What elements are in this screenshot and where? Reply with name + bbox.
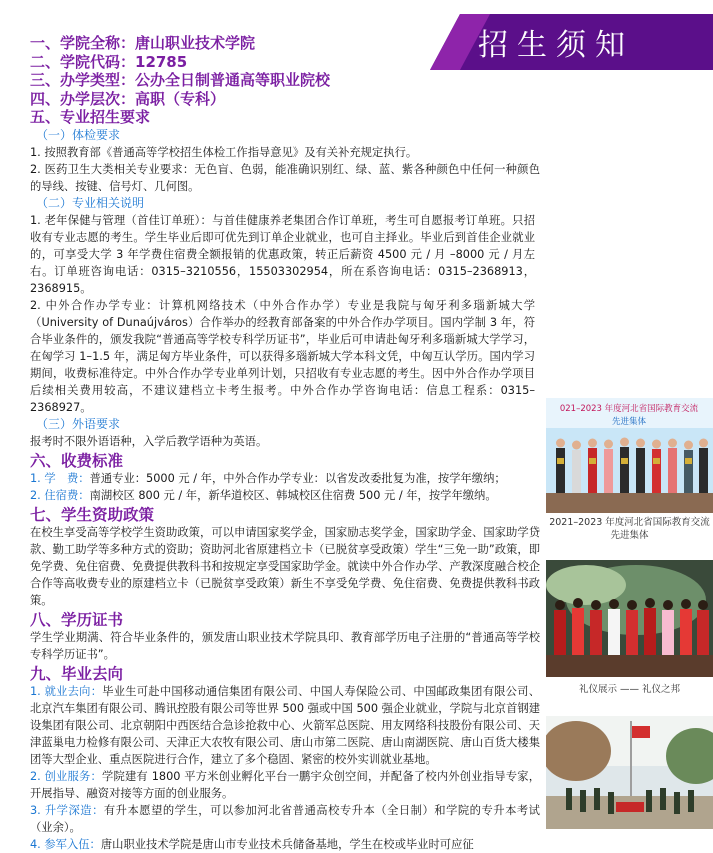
startup-text: 学院建有 1800 平方米创业孵化平台一鹏宇众创空间，并配备了校内外创业指导专家，开展指导、融资对接等方面的创业服务。 (30, 769, 541, 800)
main-content (30, 34, 540, 853)
diploma-paragraph: 学生学业期满、符合毕业条件的，颁发唐山职业技术学院具印、教育部学历电子注册的“普通高等学校专科学历证书”。 (30, 630, 540, 661)
tuition-text: 普通专业：5000 元 / 年，中外合作办学专业：以省发改委批复为准，按学年缴纳； (89, 471, 506, 485)
employment-label: 1. 就业去向： (30, 684, 103, 698)
exam-p1: 1. 按照教育部《普通高等学校招生体检工作指导意见》及有关补充规定执行。 (30, 145, 418, 159)
award-group-photo (546, 398, 713, 513)
military-text: 唐山职业技术学院是唐山市专业技术兵储备基地，学生在校或毕业时可应征 (100, 837, 474, 851)
section-9-title: 九、毕业去向 (30, 664, 124, 683)
photo-banner-line2: 先进集体 (611, 417, 647, 427)
flag-ceremony-photo (546, 716, 713, 829)
section-5-title: 五、专业招生要求 (30, 108, 151, 126)
section-6-title: 六、收费标准 (30, 451, 124, 470)
school-type: 三、办学类型：公办全日制普通高等职业院校 (30, 71, 331, 89)
aid-paragraph: 在校生享受高等学校学生资助政策，可以申请国家奖学金，国家励志奖学金，国家助学金、国家助学贷款、勤工助学等多种方式的资助；资助河北省原建档立卡（已脱贫享受政策）学生“三免一助”政策，即免学费、免住宿费、免费提供教科书和按规定享受国家助学金。就读中外合作办学、产教深度融合校企合作等高收费专业的原建档立卡（已脱贫享受政策）新生不享受免学费、免住宿费、免费提供教科书政策。 (30, 525, 540, 607)
sub-physical-exam: （一）体检要求 (36, 127, 121, 142)
etiquette-photo-caption: 礼仪展示 —— 礼仪之邦 (578, 684, 681, 695)
further-study-text: 有升本愿望的学生，可以参加河北省普通高校专升本（全日制）和学院的专升本考试（业余）。 (30, 803, 540, 834)
sub-language: （三）外语要求 (36, 416, 121, 431)
award-photo-caption: 2021–2023 年度河北省国际教育交流先进集体 (549, 517, 710, 541)
tuition-label: 1. 学 费： (30, 471, 90, 485)
exam-p2: 2. 医药卫生大类相关专业要求：无色盲、色弱，能准确识别红、绿、蓝、紫各种颜色中任何一种颜色的导线、按键、信号灯、几何图。 (30, 162, 540, 193)
school-level: 四、办学层次：高职（专科） (30, 89, 226, 108)
etiquette-photo (546, 560, 713, 677)
photo-banner-line1: 021–2023 年度河北省国际教育交流 (559, 404, 699, 414)
sino-foreign-paragraph: 2. 中外合作办学专业：计算机网络技术（中外合作办学）专业是我院与匈牙利多瑙新城大学（University of Dunaújváros）合作举办的经教育部备案的中外合作办学项目。国内学制 3 年，符合毕业条件的，颁发我院“普通高等学校专科学历证书”，毕业后可申请赴匈牙利多瑙新城大学学习，在匈学习 1–1.5 年，满足匈方毕业条件，可以获得多瑙新城大学本科文凭，中匈互认学历。国内学习期间，收费标准待定。中外合作办学专业单列计划，只招收有专业志愿的考生。因中外合作办学项目后续相关费用较高，不建议建档立卡考生报考。中外合作办学咨询电话：信息工程系：0315–2368927。 (30, 298, 535, 414)
dorm-text: 南湖校区 800 元 / 年，新华道校区、韩城校区住宿费 500 元 / 年，按学年缴纳。 (89, 488, 497, 502)
college-code: 二、学院代码：12785 (30, 52, 188, 71)
order-class-paragraph: 1. 老年保健与管理（首佳订单班）：与首佳健康养老集团合作订单班，考生可自愿报考订单班。只招收有专业志愿的考生。学生毕业后即可优先到订单企业就业，也可自主择业。毕业后到首佳企业就业的，可享受大学 3 年学费住宿费全额报销的优惠政策，转正后薪资 4500 元 / 月 –8000 元 / 月左右。订单班咨询电话：0315–3210556，15503302954，所在系咨询电话：0315–2368913，2368915。 (30, 213, 535, 295)
banner-title: 招生须知 (478, 28, 634, 63)
dorm-label: 2. 住宿费： (30, 488, 90, 502)
sub-major-notes: （二）专业相关说明 (36, 195, 145, 210)
section-7-title: 七、学生资助政策 (30, 505, 155, 524)
section-8-title: 八、学历证书 (30, 610, 124, 629)
college-name: 一、学院全称：唐山职业技术学院 (30, 34, 256, 52)
further-study-label: 3. 升学深造： (30, 803, 104, 817)
language-paragraph: 报考时不限外语语种，入学后教学语种为英语。 (30, 434, 268, 448)
military-label: 4. 参军入伍： (30, 837, 101, 851)
startup-label: 2. 创业服务： (30, 769, 102, 783)
employment-text: 毕业生可赴中国移动通信集团有限公司、中国人寿保险公司、中国邮政集团有限公司、北京汽车集团有限公司、腾讯控股有限公司等世界 500 强或中国 500 强企业就业，学院与北京首钢建设集团有限公司、北京朝阳中西医结合急诊抢救中心、火箭军总医院、用友网络科技股份有限公司、天津蓝巢电力检修有限公司、天津正大农牧有限公司、唐山市第二医院、唐山南湖医院、唐山百货大楼集团等大型企业、重点医院进行合作，建立了多个稳固、紧密的校外实训就业基地。 (30, 684, 540, 766)
